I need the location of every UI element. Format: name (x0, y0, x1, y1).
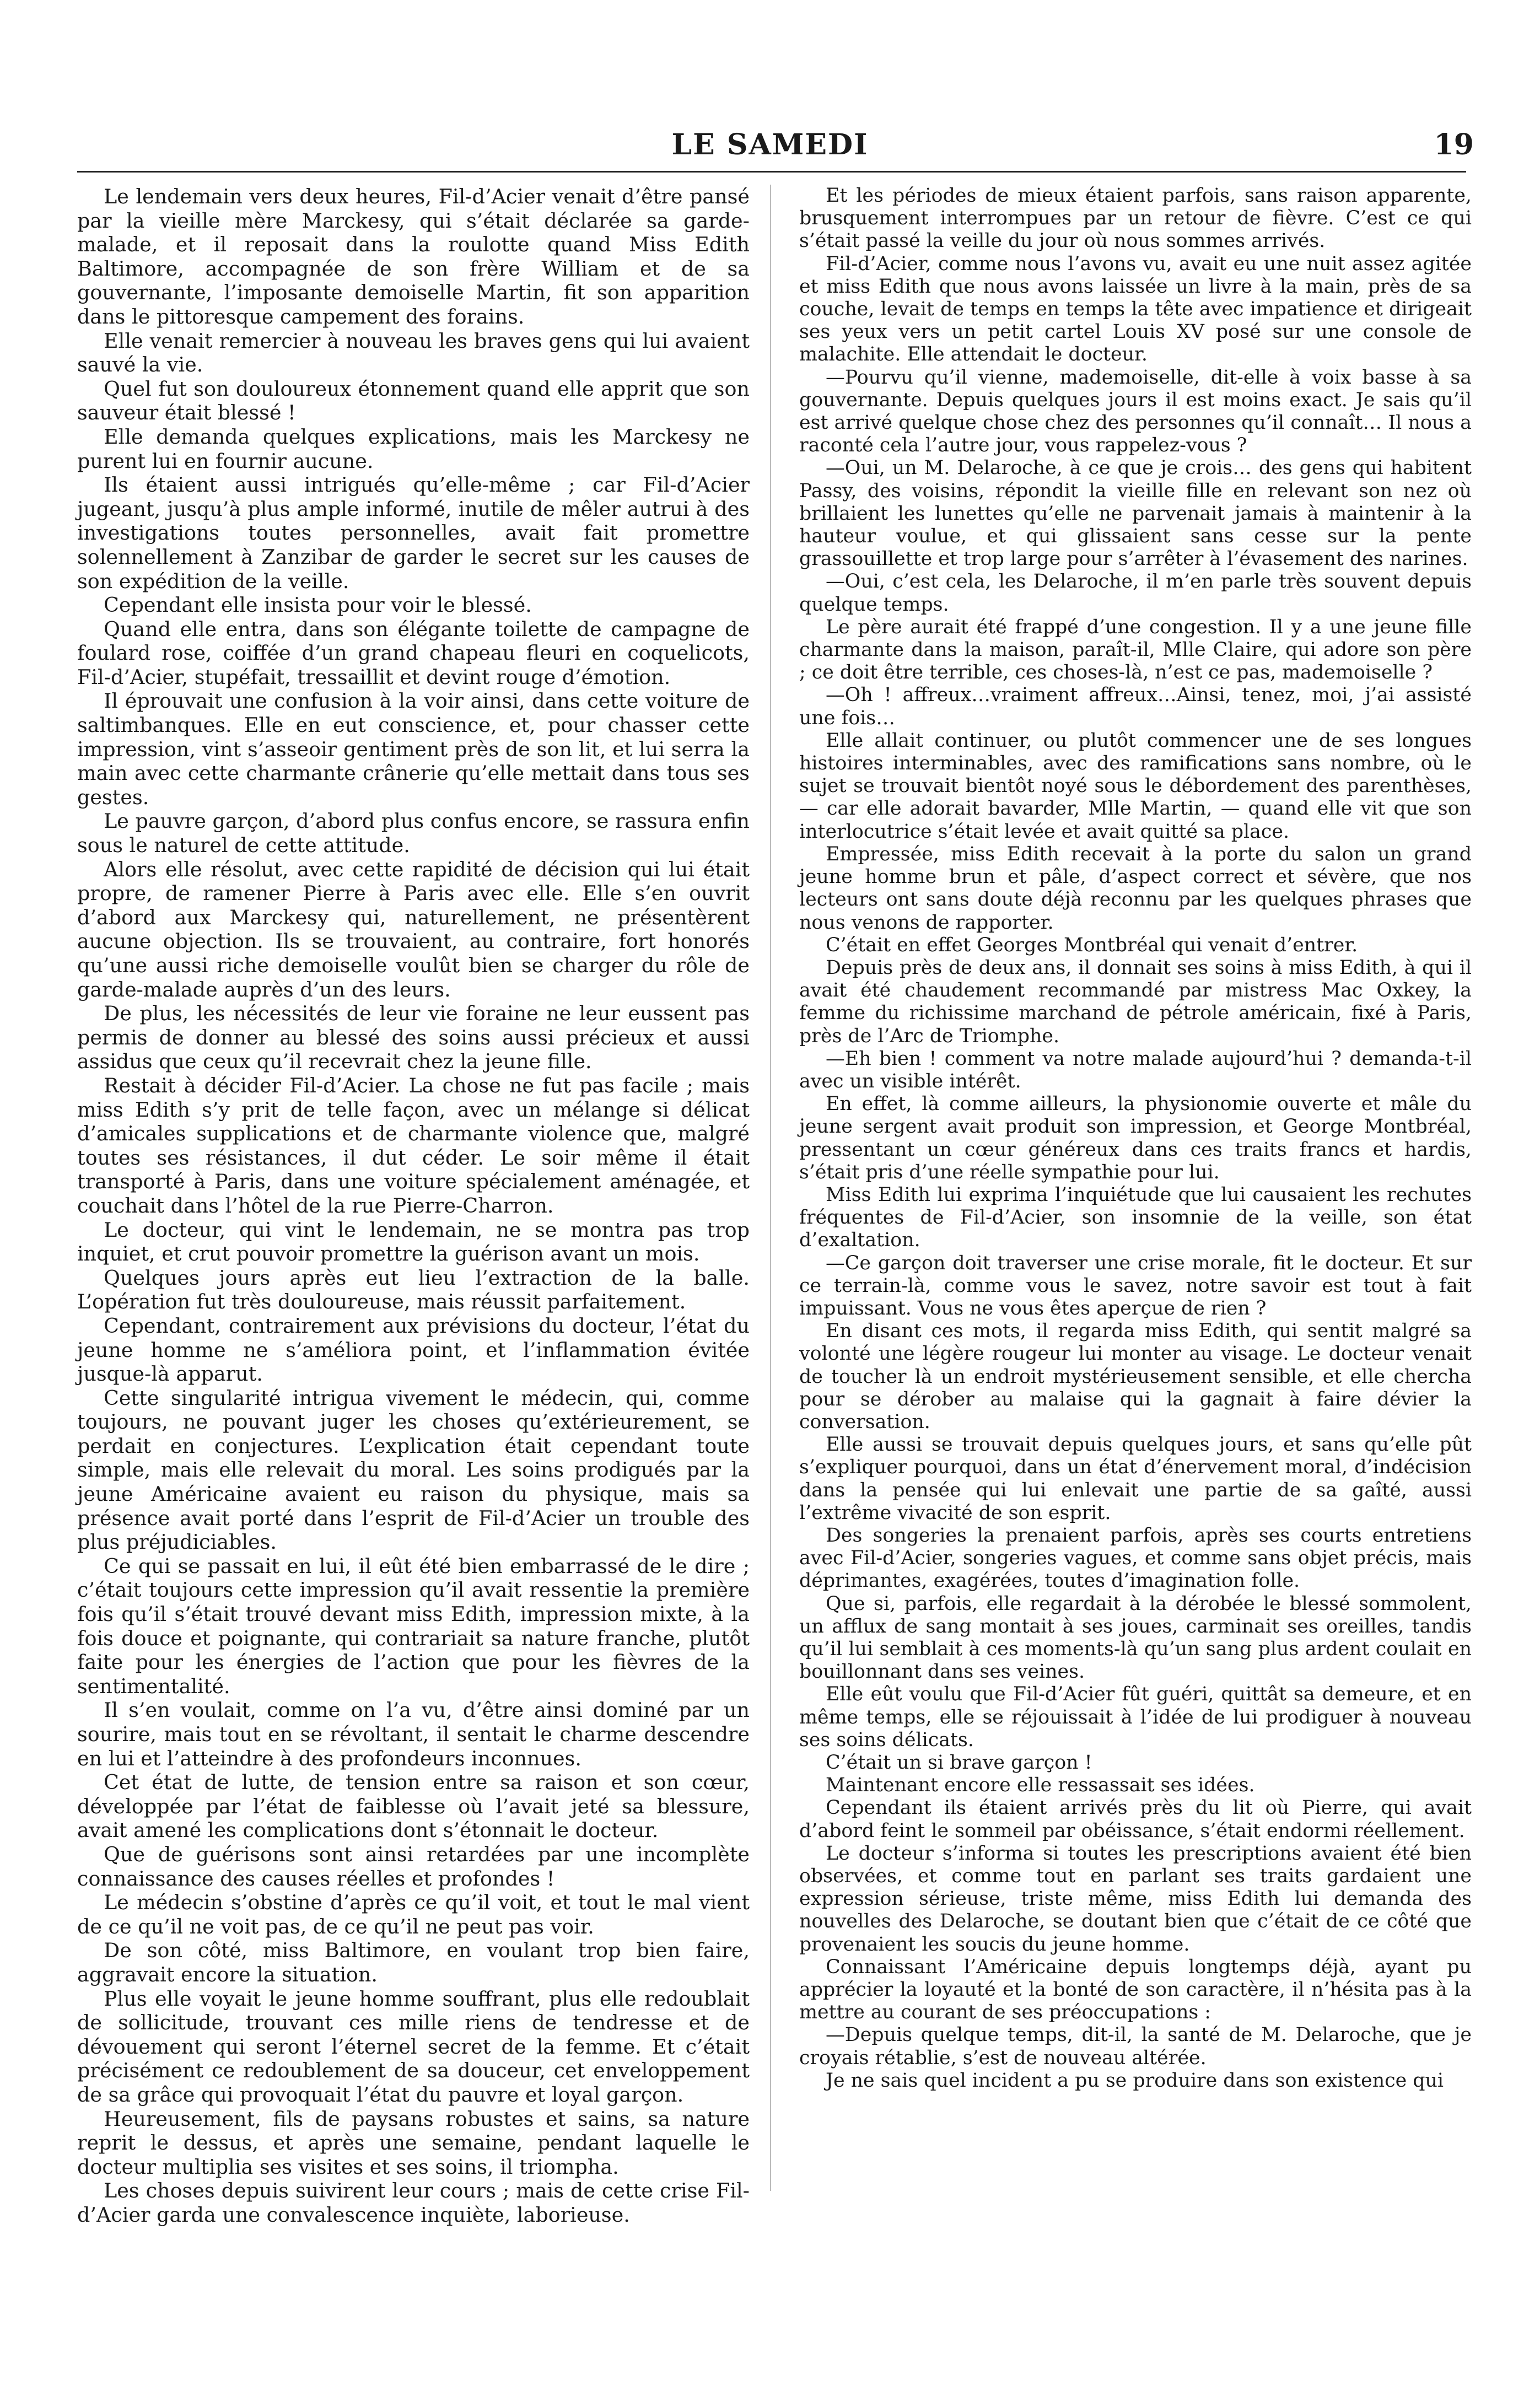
paragraph: Cependant elle insista pour voir le blessé. (104, 593, 532, 617)
paragraph: Depuis près de deux ans, il donnait ses soins à miss Edith, à qui il avait été chaudement recommandé par mistress Mac Oxkey, la femme du richissime marchand de pétrole américain, fixé à Paris, près de l’Arc de Triomphe. (799, 956, 1472, 1047)
paragraph: Quelques jours après eut lieu l’extraction de la balle. L’opération fut très douloureuse, mais réussit parfaitement. (77, 1265, 750, 1314)
paragraph: Elle aussi se trouvait depuis quelques jours, et sans qu’elle pût s’expliquer pourquoi, dans un état d’énervement moral, d’indécision dans la pensée qui lui enlevait une partie de sa gaîté, aussi l’extrême vivacité de son esprit. (799, 1434, 1472, 1524)
column-divider (770, 185, 771, 2191)
paragraph: Le pauvre garçon, d’abord plus confus encore, se rassura enfin sous le naturel de cette attitude. (77, 809, 750, 858)
paragraph: Le lendemain vers deux heures, Fil-d’Acier venait d’être pansé par la vieille mère Marckesy, qui s’était déclarée sa garde-malade, et il reposait dans la roulotte quand Miss Edith Baltimore, accompagnée de son frère William et de sa gouvernante, l’imposante demoiselle Martin, fit son apparition dans le pittoresque campement des forains. (77, 185, 750, 328)
page-header (0, 128, 1540, 172)
paragraph: —Ce garçon doit traverser une crise morale, fit le docteur. Et sur ce terrain-là, comme vous le savez, notre savoir est tout à fait impuissant. Vous ne vous êtes aperçue de rien ? (799, 1252, 1472, 1319)
paragraph: Et les périodes de mieux étaient parfois, sans raison apparente, brusquement interrompues par un retour de fièvre. C’est ce qui s’était passé la veille du jour où nous sommes arrivés. (799, 185, 1472, 252)
paragraph: Les choses depuis suivirent leur cours ; mais de cette crise Fil-d’Acier garda une convalescence inquiète, laborieuse. (77, 2179, 750, 2227)
paragraph: Des songeries la prenaient parfois, après ses courts entretiens avec Fil-d’Acier, songeries vagues, et comme sans objet précis, mais déprimantes, exagérées, toutes d’imagination folle. (799, 1524, 1472, 1592)
paragraph: Cette singularité intrigua vivement le médecin, qui, comme toujours, ne pouvant juger les choses qu’extérieurement, se perdait en conjectures. L’explication était cependant toute simple, mais elle relevait du moral. Les soins prodigués par la jeune Américaine avaient eu raison du physique, mais sa présence avait porté dans l’esprit de Fil-d’Acier un trouble des plus préjudiciables. (77, 1386, 750, 1554)
paragraph: Cependant, contrairement aux prévisions du docteur, l’état du jeune homme ne s’améliora point, et l’inflammation évitée jusque-là apparut. (77, 1313, 750, 1386)
paragraph: Ils étaient aussi intrigués qu’elle-même ; car Fil-d’Acier jugeant, jusqu’à plus ample informé, inutile de mêler autrui à des investigations toutes personnelles, avait fait promettre solennellement à Zanzibar de garder le secret sur les causes de son expédition de la veille. (77, 473, 750, 593)
paragraph: En effet, là comme ailleurs, la physionomie ouverte et mâle du jeune sergent avait produit son impression, et George Montbréal, pressentant un cœur généreux dans ces traits francs et hardis, s’était pris d’une réelle sympathie pour lui. (799, 1093, 1472, 1183)
paragraph: C’était un si brave garçon ! (826, 1752, 1092, 1774)
paragraph: Il s’en voulait, comme on l’a vu, d’être ainsi dominé par un sourire, mais tout en se révoltant, il sentait le charme descendre en lui et l’atteindre à des profondeurs inconnues. (77, 1698, 750, 1770)
page-number: 19 (1434, 128, 1474, 161)
paragraph: Quel fut son douloureux étonnement quand elle apprit que son sauveur était blessé ! (77, 376, 750, 425)
paragraph: Plus elle voyait le jeune homme souffrant, plus elle redoublait de sollicitude, trouvant ces mille riens de tendresse et de dévouement qui seront l’éternel secret de la femme. Et c’était précisément ce redoublement de sa douceur, cet enveloppement de sa grâce qui provoquait l’état du pauvre et loyal garçon. (77, 1986, 750, 2107)
paragraph: Quand elle entra, dans son élégante toilette de campagne de foulard rose, coiffée d’un grand chapeau fleuri en coquelicots, Fil-d’Acier, stupéfait, tressaillit et devint rouge d’émotion. (77, 617, 750, 689)
paragraph: —Eh bien ! comment va notre malade aujourd’hui ? demanda-t-il avec un visible intérêt. (799, 1047, 1472, 1092)
paragraph: Connaissant l’Américaine depuis longtemps déjà, ayant pu apprécier la loyauté et la bonté de son caractère, il n’hésita pas à la mettre au courant de ses préoccupations : (799, 1956, 1472, 2024)
paragraph: En disant ces mots, il regarda miss Edith, qui sentit malgré sa volonté une légère rougeur lui monter au visage. Le docteur venait de toucher là un endroit mystérieusement sensible, et elle chercha pour se dérober au malaise qui la gagnait à faire dévier la conversation. (799, 1320, 1472, 1433)
paragraph: Heureusement, fils de paysans robustes et sains, sa nature reprit le dessus, et après une semaine, pendant laquelle le docteur multiplia ses visites et ses soins, il triompha. (77, 2107, 750, 2179)
left-column (77, 185, 750, 2227)
paragraph: Elle eût voulu que Fil-d’Acier fût guéri, quittât sa demeure, et en même temps, elle se réjouissait à l’idée de lui prodiguer à nouveau ses soins délicats. (799, 1683, 1472, 1751)
paragraph: Il éprouvait une confusion à la voir ainsi, dans cette voiture de saltimbanques. Elle en eut conscience, et, pour chasser cette impression, vint s’asseoir gentiment près de son lit, et lui serra la main avec cette charmante crânerie qu’elle mettait dans tous ses gestes. (77, 689, 750, 809)
paragraph: Miss Edith lui exprima l’inquiétude que lui causaient les rechutes fréquentes de Fil-d’Acier, son insomnie de la veille, son état d’exaltation. (799, 1183, 1472, 1252)
paragraph: —Depuis quelque temps, dit-il, la santé de M. Delaroche, que je croyais rétablie, s’est de nouveau altérée. (799, 2024, 1472, 2069)
paragraph: Fil-d’Acier, comme nous l’avons vu, avait eu une nuit assez agitée et miss Edith que nous avons laissée un livre à la main, près de sa couche, levait de temps en temps la tête avec impatience et dirigeait ses yeux vers un petit cartel Louis XV posé sur une console de malachite. Elle attendait le docteur. (799, 252, 1472, 366)
paragraph: Que de guérisons sont ainsi retardées par une incomplète connaissance des causes réelles et profondes ! (77, 1842, 750, 1890)
paragraph: Elle allait continuer, ou plutôt commencer une de ses longues histoires interminables, avec des ramifications sans nombre, où le sujet se trouvait bientôt noyé sous le débordement des parenthèses, — car elle adorait bavarder, Mlle Martin, — quand elle vit que son interlocutrice s’était levée et avait quitté sa place. (799, 729, 1472, 843)
paragraph: —Oui, un M. Delaroche, à ce que je crois… des gens qui habitent Passy, des voisins, répondit la vieille fille en relevant son nez où brillaient les lunettes qu’elle ne parvenait jamais à maintenir à la hauteur voulue, et qui glissaient sans cesse sur la pente grassouillette et trop large pour s’arrêter à l’évasement des narines. (799, 457, 1472, 570)
paragraph: Que si, parfois, elle regardait à la dérobée le blessé sommolent, un afflux de sang montait à ses joues, carminait ses oreilles, tandis qu’il lui semblait à ces moments-là qu’un sang plus ardent coulait en bouillonnant dans ses veines. (799, 1592, 1472, 1683)
paragraph: Alors elle résolut, avec cette rapidité de décision qui lui était propre, de ramener Pierre à Paris avec elle. Elle s’en ouvrit d’abord aux Marckesy qui, naturellement, ne présentèrent aucune objection. Ils se trouvaient, au contraire, fort honorés qu’une aussi riche demoiselle voulût bien se charger du rôle de garde-malade auprès d’un des leurs. (77, 857, 750, 1001)
right-column (799, 185, 1472, 2191)
paragraph: Cependant ils étaient arrivés près du lit où Pierre, qui avait d’abord feint le sommeil par obéissance, s’était endormi réellement. (799, 1797, 1472, 1842)
paragraph: Le père aurait été frappé d’une congestion. Il y a une jeune fille charmante dans la maison, paraît-il, Mlle Claire, qui adore son père ; ce doit être terrible, ces choses-là, n’est ce pas, mademoiselle ? (799, 616, 1472, 684)
paragraph: Je ne sais quel incident a pu se produire dans son existence qui (826, 2069, 1444, 2092)
paragraph: —Oui, c’est cela, les Delaroche, il m’en parle très souvent depuis quelque temps. (799, 570, 1472, 616)
header-rule (77, 171, 1466, 173)
paragraph: C’était en effet Georges Montbréal qui venait d’entrer. (826, 934, 1358, 956)
paragraph: De son côté, miss Baltimore, en voulant trop bien faire, aggravait encore la situation. (77, 1938, 750, 1986)
paragraph: Maintenant encore elle ressassait ses idées. (826, 1774, 1255, 1797)
paragraph: Elle demanda quelques explications, mais les Marckesy ne purent lui en fournir aucune. (77, 424, 750, 473)
paragraph: —Pourvu qu’il vienne, mademoiselle, dit-elle à voix basse à sa gouvernante. Depuis quelques jours il est moins exact. Je sais qu’il est arrivé quelque chose chez des personnes qu’il connaît… Il nous a raconté cela l’autre jour, vous rappelez-vous ? (799, 366, 1472, 457)
paragraph: Restait à décider Fil-d’Acier. La chose ne fut pas facile ; mais miss Edith s’y prit de telle façon, avec un mélange si délicat d’amicales supplications et de charmante violence que, malgré toutes ses résistances, il dut céder. Le soir même il était transporté à Paris, dans une voiture spécialement aménagée, et couchait dans l’hôtel de la rue Pierre-Charron. (77, 1073, 750, 1218)
journal-title: LE SAMEDI (671, 128, 869, 161)
paragraph: Le médecin s’obstine d’après ce qu’il voit, et tout le mal vient de ce qu’il ne voit pas, de ce qu’il ne peut pas voir. (77, 1890, 750, 1938)
paragraph: Empressée, miss Edith recevait à la porte du salon un grand jeune homme brun et pâle, d’aspect correct et sévère, que nos lecteurs ont sans doute déjà reconnu par les quelques phrases que nous venons de rapporter. (799, 843, 1472, 934)
paragraph: Elle venait remercier à nouveau les braves gens qui lui avaient sauvé la vie. (77, 328, 750, 377)
paragraph: De plus, les nécessités de leur vie foraine ne leur eussent pas permis de donner au blessé des soins aussi précieux et aussi assidus que ceux qu’il recevrait chez la jeune fille. (77, 1001, 750, 1074)
paragraph: Ce qui se passait en lui, il eût été bien embarrassé de le dire ; c’était toujours cette impression qu’il avait ressentie la première fois qu’il s’était trouvé devant miss Edith, impression mixte, à la fois douce et poignante, qui contrariait sa nature franche, plutôt faite pour les énergies de l’action que pour les fièvres de la sentimentalité. (77, 1554, 750, 1698)
paragraph: Le docteur s’informa si toutes les prescriptions avaient été bien observées, et comme tout en parlant ses traits gardaient une expression sérieuse, triste même, miss Edith lui demanda des nouvelles des Delaroche, se doutant bien que c’était de ce côté que provenaient les soucis du jeune homme. (799, 1842, 1472, 1956)
paragraph: Le docteur, qui vint le lendemain, ne se montra pas trop inquiet, et crut pouvoir promettre la guérison avant un mois. (77, 1218, 750, 1266)
paragraph: Cet état de lutte, de tension entre sa raison et son cœur, développée par l’état de faiblesse où l’avait jeté sa blessure, avait amené les complications dont s’étonnait le docteur. (77, 1770, 750, 1843)
paragraph: —Oh ! affreux…vraiment affreux…Ainsi, tenez, moi, j’ai assisté une fois… (799, 684, 1472, 729)
